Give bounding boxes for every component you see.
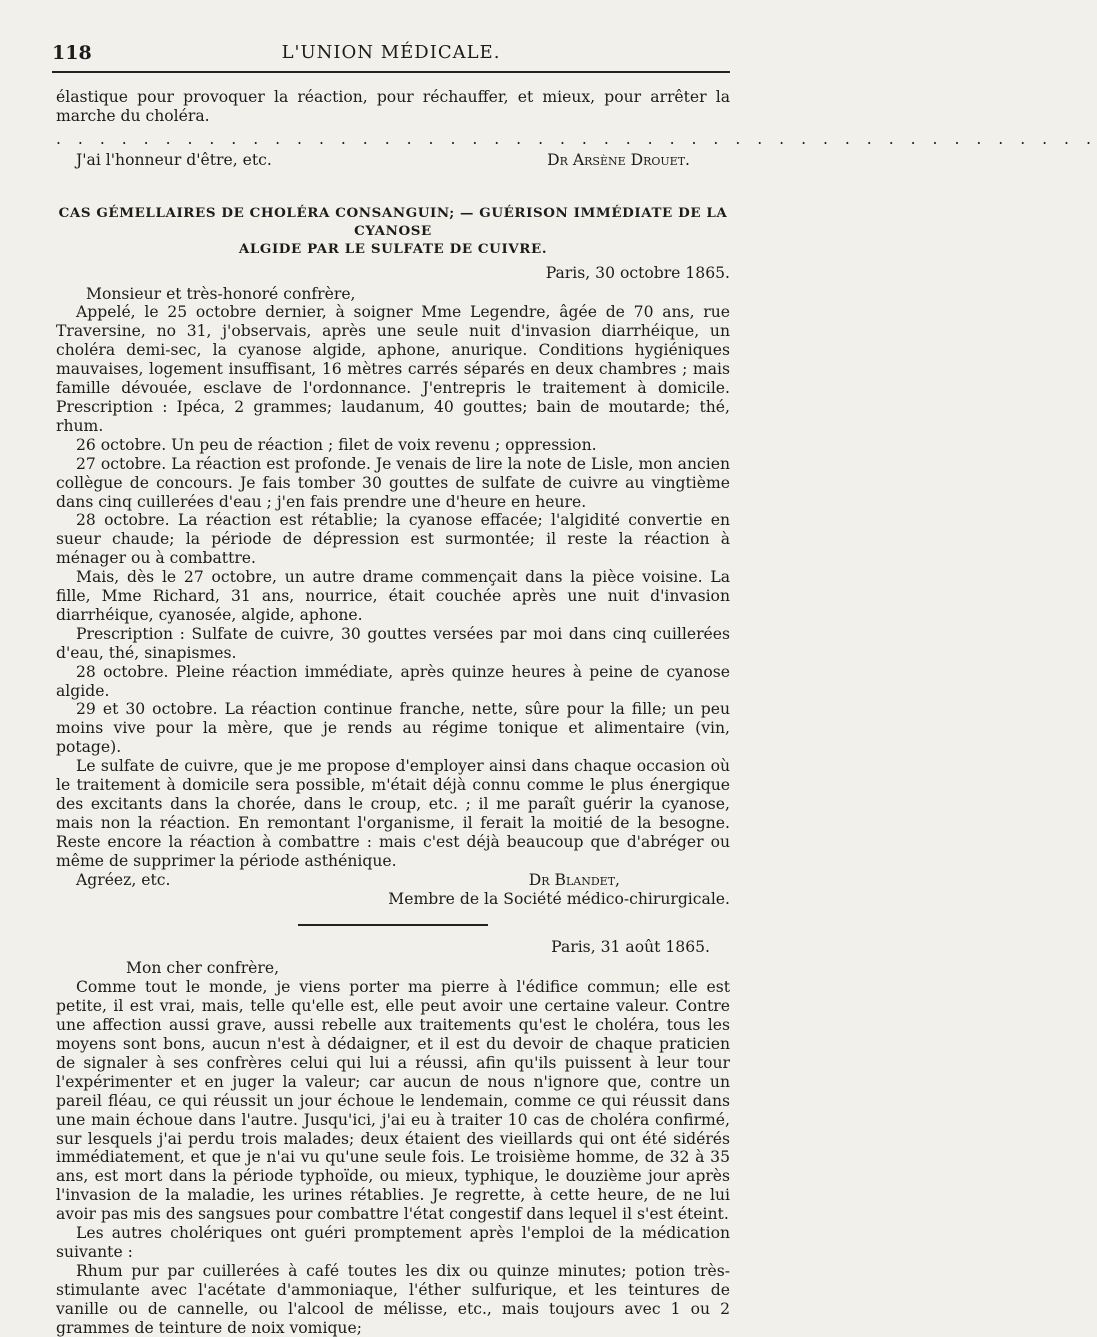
page-number: 118 [52, 42, 92, 64]
section-separator [298, 924, 488, 926]
article2-paragraph: 26 octobre. Un peu de réaction ; filet de voix revenu ; oppression. [76, 435, 597, 454]
article2-paragraph: 28 octobre. La réaction est rétablie; la cyanose effacée; l'algidité convertie en sueur chaude; la période de dépression est surmontée; il reste la réaction à ménager ou à combattre. [56, 511, 730, 568]
article1-end-text: élastique pour provoquer la réaction, pour réchauffer, et mieux, pour arrêter la marche du choléra. [56, 88, 730, 125]
heading-line-2: ALGIDE PAR LE SULFATE DE CUIVRE. [238, 240, 548, 257]
article2-paragraph: Le sulfate de cuivre, que je me propose d'employer ainsi dans chaque occasion où le traitement à domicile sera possible, m'était déjà connu comme le plus énergique des excitants dans la chorée, dans le croup, etc. ; il me paraît guérir la cyanose, mais non la réaction. En remontant l'organisme, il ferait la moitié de la besogne. Reste encore la réaction à combattre : mais c'est déjà beaucoup que d'abréger ou même de supprimer la période asthénique. [56, 757, 730, 870]
article2-paragraph: Mais, dès le 27 octobre, un autre drame commençait dans la pièce voisine. La fille, Mme Richard, 31 ans, nourrice, était couchée après une nuit d'invasion diarrhéique, cyanosée, algide, aphone. [56, 568, 730, 624]
article1-closing [56, 151, 730, 170]
closing-text: J'ai l'honneur d'être, etc. [76, 150, 272, 169]
article2-paragraph: 28 octobre. Pleine réaction immédiate, après quinze heures à peine de cyanose algide. [56, 662, 730, 700]
article2-dateline: Paris, 30 octobre 1865. [545, 263, 730, 282]
article2-paragraph: 27 octobre. La réaction est profonde. Je venais de lire la note de Lisle, mon ancien collègue de concours. Je fais tomber 30 gouttes de sulfate de cuivre au vingtième dans cinq cuillerées d'eau ; j'en fais prendre une d'heure en heure. [56, 454, 730, 511]
ellipsis-dots: . . . . . . . . . . . . . . . . . . . . . . . . . . . . . . . . . . . . . . . . . . . . . . . . [56, 129, 1097, 148]
article2-paragraph: 29 et 30 octobre. La réaction continue franche, nette, sûre pour la fille; un peu moins vive pour la mère, que je rends au régime tonique et alimentaire (vin, potage). [56, 700, 730, 757]
heading-line-1: CAS GÉMELLAIRES DE CHOLÉRA CONSANGUIN; — GUÉRISON IMMÉDIATE DE LA CYANOSE [58, 204, 728, 239]
page-header [52, 38, 730, 68]
article2-signature: Dr Blandet, [528, 870, 620, 889]
article1-signature: Dr Arsène Drouet. [547, 150, 690, 169]
article2-salutation: Monsieur et très-honoré confrère, [86, 284, 356, 303]
article2-heading [56, 204, 730, 258]
article3-salutation: Mon cher confrère, [126, 959, 280, 978]
journal-title: L'UNION MÉDICALE. [281, 42, 501, 63]
article2-paragraph: Appelé, le 25 octobre dernier, à soigner Mme Legendre, âgée de 70 ans, rue Traversine, no 31, j'observais, après une seule nuit d'invasion diarrhéique, un choléra demi-sec, la cyanose algide, aphone, anurique. Conditions hygiéniques mauvaises, logement insuffisant, 16 mètres carrés séparés en deux chambres ; mais famille dévouée, esclave de l'ordonnance. J'entrepris le traitement à domicile. Prescription : Ipéca, 2 grammes; laudanum, 40 gouttes; bain de moutarde; thé, rhum. [56, 303, 730, 435]
article2-paragraph: Prescription : Sulfate de cuivre, 30 gouttes versées par moi dans cinq cuillerées d'eau, thé, sinapismes. [56, 624, 730, 662]
article3-dateline: Paris, 31 août 1865. [551, 938, 710, 957]
page-content [56, 88, 1097, 1337]
article3-paragraph: Comme tout le monde, je viens porter ma pierre à l'édifice commun; elle est petite, il est vrai, mais, telle qu'elle est, elle peut avoir une certaine valeur. Contre une affection aussi grave, aussi rebelle aux traitements qu'est le choléra, tous les moyens sont bons, aucun n'est à dédaigner, et il est du devoir de chaque praticien de signaler à ses confrères celui qui lui a réussi, afin qu'ils puissent à leur tour l'expérimenter et en juger la valeur; car aucun de nous n'ignore que, contre un pareil fléau, ce qui réussit un jour échoue le lendemain, comme ce qui réussit dans une main échoue dans l'autre. Jusqu'ici, j'ai eu à traiter 10 cas de choléra confirmé, sur lesquels j'ai perdu trois malades; deux étaient des vieillards qui ont été sidérés immédiatement, et que je n'ai vu qu'une seule fois. Le troisième homme, de 32 à 35 ans, est mort dans la période typhoïde, ou mieux, typhique, le douzième jour après l'invasion de la maladie, les urines rétablies. Je regrette, à cette heure, de ne lui avoir pas mis des sangsues pour combattre l'état congestif dans lequel il s'est éteint. [56, 978, 730, 1224]
article3-paragraph: Rhum pur par cuillerées à café toutes les dix ou quinze minutes; potion très-stimulante avec l'acétate d'ammoniaque, l'éther sulfurique, et les teintures de vanille ou de cannelle, ou l'alcool de mélisse, etc., mais toujours avec 1 ou 2 grammes de teinture de noix vomique; [56, 1261, 730, 1337]
header-rule [52, 71, 730, 73]
article2-closing [56, 871, 730, 890]
article2-affiliation: Membre de la Société médico-chirurgicale. [388, 889, 730, 908]
closing-text: Agréez, etc. [76, 870, 171, 889]
article3-paragraph: Les autres cholériques ont guéri promptement après l'emploi de la médication suivante : [56, 1224, 730, 1261]
